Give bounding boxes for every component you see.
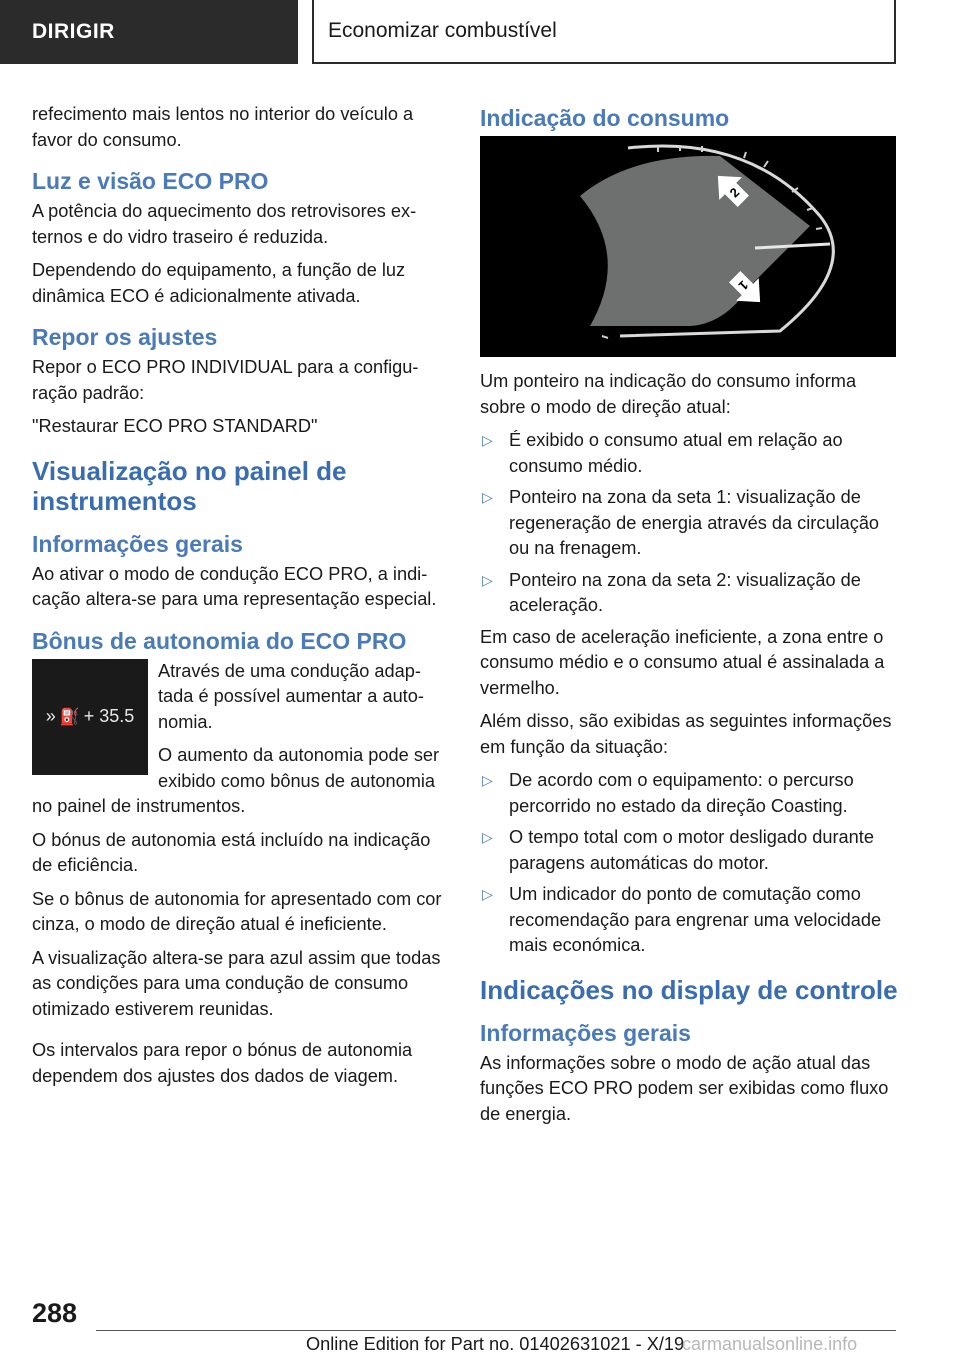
list-item: ▷ Um indicador do ponto de comutação como recomendação para engrenar uma velocidade mais económica.	[482, 884, 882, 955]
paragraph: As informações sobre o modo de ação atual das funções ECO PRO podem ser exibidas como fluxo de energia.	[480, 1052, 889, 1124]
bullet-list-info	[480, 768, 898, 959]
heading-indicacao-consumo: Indicação do consumo	[480, 105, 730, 131]
list-item: ▷ É exibido o consumo atual em relação ao consumo médio.	[482, 430, 843, 476]
paragraph: "Restaurar ECO PRO STANDARD"	[32, 416, 318, 436]
footer-edition: Online Edition for Part no. 01402631021 - X/19	[306, 1334, 685, 1354]
consumption-gauge-figure	[480, 136, 896, 357]
paragraph: Através de uma condução adaptada é possível aumentar a autonomia.	[158, 660, 424, 732]
intro-paragraph: refecimento mais lentos no interior do veículo a favor do consumo.	[32, 104, 414, 150]
range-bonus-value: + 35.5	[83, 706, 135, 726]
paragraph: Repor o ECO PRO INDIVIDUAL para a configuração padrão:	[32, 357, 419, 403]
heading-bonus-autonomia: Bônus de autonomia do ECO PRO	[32, 627, 407, 654]
watermark: carmanualsonline.info	[682, 1334, 858, 1354]
paragraph: Um ponteiro na indicação do consumo informa sobre o modo de direção atual:	[480, 371, 857, 417]
left-column	[32, 102, 450, 1097]
list-item: ▷ O tempo total com o motor desligado durante paragens automáticas do motor.	[482, 827, 874, 873]
heading-indicacoes-display: Indicações no display de controle	[480, 974, 898, 1005]
marker-2-label: 2	[726, 184, 743, 201]
paragraph: Dependendo do equipamento, a função de luz dinâmica ECO é adicionalmente ativada.	[32, 260, 406, 306]
bullet-list-pointer	[480, 428, 898, 619]
paragraph: A potência do aquecimento dos retrovisores externos e do vidro traseiro é reduzida.	[32, 201, 417, 247]
bullet-triangle-icon: ▷	[482, 772, 493, 788]
right-column	[480, 102, 898, 1135]
bullet-triangle-icon: ▷	[482, 829, 493, 845]
heading-luz-visao: Luz e visão ECO PRO	[32, 168, 269, 194]
range-bonus-figure	[32, 659, 148, 775]
paragraph: Os intervalos para repor o bónus de autonomia dependem dos ajustes dos dados de viagem.	[32, 1040, 413, 1086]
paragraph: Em caso de aceleração ineficiente, a zona entre o consumo médio e o consumo atual é assinalada a vermelho.	[480, 626, 885, 698]
bullet-triangle-icon: ▷	[482, 886, 493, 902]
bonus-block	[32, 659, 450, 828]
bullet-triangle-icon: ▷	[482, 571, 493, 588]
fuel-pump-icon: ⛽	[59, 708, 80, 726]
paragraph: O aumento da autonomia pode ser exibido como bônus de autonomia no painel de instrumentos.	[32, 745, 440, 816]
list-item: ▷ De acordo com o equipamento: o percurso percorrido no estado da direção Coasting.	[482, 770, 854, 816]
page-number: 288	[32, 1298, 78, 1328]
paragraph: Se o bônus de autonomia for apresentado com cor cinza, o modo de direção atual é ineficiente.	[32, 888, 442, 934]
paragraph: Além disso, são exibidas as seguintes informações em função da situação:	[480, 711, 892, 757]
paragraph: O bónus de autonomia está incluído na indicação de eficiência.	[32, 829, 431, 875]
bullet-triangle-icon: ▷	[482, 432, 493, 448]
bullet-triangle-icon: ▷	[482, 489, 493, 505]
list-item: ▷ Ponteiro na zona da seta 1: visualização de regeneração de energia através da circulação ou na frenagem.	[482, 487, 880, 558]
list-item: ▷ Ponteiro na zona da seta 2: visualização de aceleração.	[482, 569, 861, 615]
paragraph: A visualização altera-se para azul assim que todas as condições para uma condução de consumo otimizado estiverem reunidas.	[32, 947, 441, 1019]
section-tab: DIRIGIR	[0, 0, 298, 64]
double-arrow-icon: »	[45, 706, 56, 726]
heading-visualizacao-painel: Visualização no painel de instrumentos	[32, 455, 347, 516]
heading-informacoes-gerais-2: Informações gerais	[480, 1019, 691, 1046]
chapter-title: Economizar combustível	[312, 0, 896, 64]
heading-informacoes-gerais: Informações gerais	[32, 530, 243, 557]
footer-divider	[96, 1330, 896, 1331]
heading-repor-ajustes: Repor os ajustes	[32, 324, 218, 350]
paragraph: Ao ativar o modo de condução ECO PRO, a indicação altera-se para uma representação especial.	[32, 563, 437, 609]
marker-1-label: 1	[735, 277, 752, 294]
